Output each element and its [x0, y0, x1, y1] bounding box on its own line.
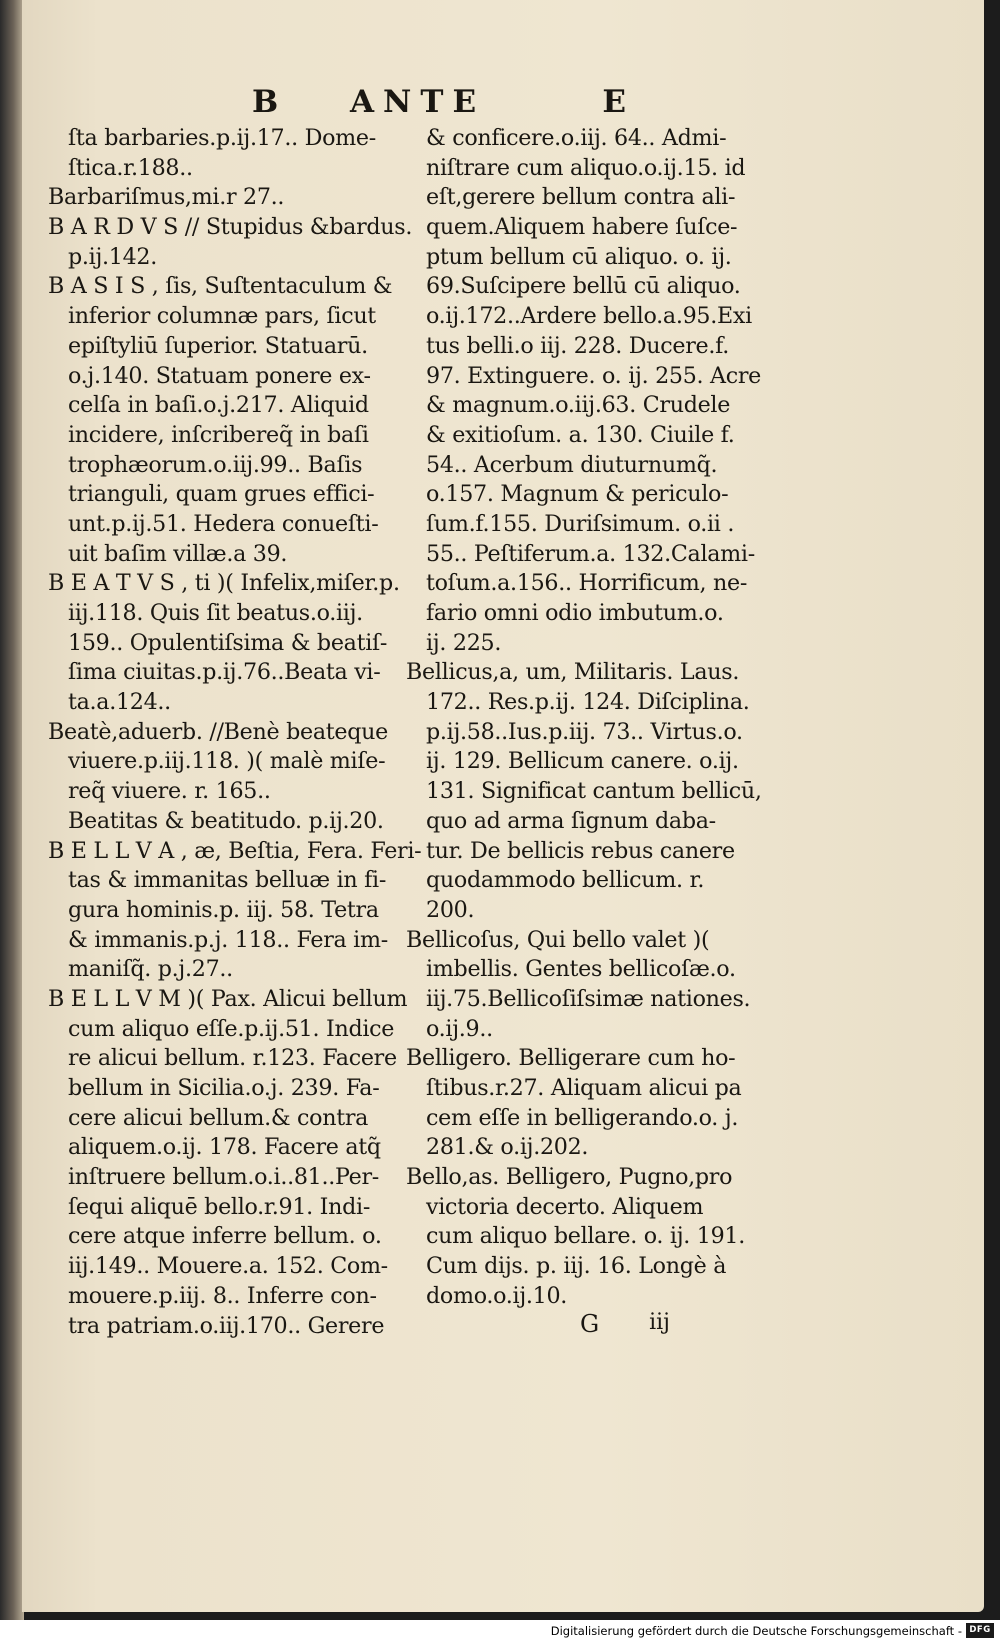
- text-line: quo ad arma ſignum daba-: [426, 807, 716, 834]
- text-line: re alicui bellum. r.123. Facere: [68, 1045, 397, 1072]
- text-line: & magnum.o.iij.63. Crudele: [426, 392, 731, 419]
- text-line: ſtica.r.188..: [68, 154, 193, 181]
- text-line: ptum bellum cū aliquo. o. ij.: [426, 243, 732, 270]
- text-line: Bello,as. Belligero, Pugno,pro: [406, 1164, 733, 1191]
- signature-letter: G: [580, 1310, 600, 1338]
- dfg-logo: DFG: [966, 1623, 994, 1638]
- text-line: inferior columnæ pars, ſicut: [68, 303, 376, 330]
- text-line: Beatitas & beatitudo. p.ij.20.: [68, 807, 384, 834]
- text-line: & immanis.p.j. 118.. Fera im-: [68, 926, 388, 953]
- text-line: epiſtyliū ſuperior. Statuarū.: [68, 332, 368, 359]
- book-spine: [0, 0, 24, 1620]
- text-line: B A R D V S // Stupidus &bardus.: [48, 214, 413, 241]
- text-line: ta.a.124..: [68, 689, 171, 716]
- text-line: tus belli.o iij. 228. Ducere.f.: [426, 332, 729, 359]
- text-line: B E A T V S , ti )( Infelix,miſer.p.: [48, 570, 400, 597]
- text-line: 54.. Acerbum diuturnumq̃.: [426, 451, 718, 478]
- text-line: o.ij.172..Ardere bello.a.95.Exi: [426, 303, 752, 330]
- text-line: o.j.140. Statuam ponere ex-: [68, 362, 371, 389]
- text-line: mouere.p.iij. 8.. Inferre con-: [68, 1282, 377, 1309]
- signature-number: iij: [649, 1310, 670, 1335]
- text-line: incidere, inſcribereq̃ in baſi: [68, 421, 369, 448]
- text-line: ij. 129. Bellicum canere. o.ij.: [426, 748, 739, 775]
- text-line: aliquem.o.ij. 178. Facere atq̃: [68, 1134, 381, 1161]
- text-line: victoria decerto. Aliquem: [426, 1193, 704, 1220]
- text-line: gura hominis.p. iij. 58. Tetra: [68, 896, 379, 923]
- text-line: 159.. Opulentiſsima & beatiſ-: [68, 629, 388, 656]
- text-line: p.ij.58..Ius.p.iij. 73.. Virtus.o.: [426, 718, 743, 745]
- text-line: inſtruere bellum.o.i..81..Per-: [68, 1164, 379, 1191]
- text-line: ſta barbaries.p.ij.17.. Dome-: [68, 125, 376, 151]
- running-head: [252, 84, 632, 128]
- text-line: Cum dijs. p. iij. 16. Longè à: [426, 1253, 727, 1280]
- footer-credit: Digitalisierung gefördert durch die Deutsche Forschungsgemeinschaft -: [550, 1624, 962, 1638]
- text-line: cem eſſe in belligerando.o. j.: [426, 1104, 739, 1131]
- text-line: ſima ciuitas.p.ij.76..Beata vi-: [68, 659, 381, 686]
- footer-bar: [0, 1620, 1000, 1643]
- text-line: trianguli, quam grues effici-: [68, 481, 375, 508]
- text-line: ſequi aliquē bello.r.91. Indi-: [68, 1193, 371, 1220]
- text-line: Bellicus,a, um, Militaris. Laus.: [406, 659, 740, 686]
- text-line: iij.118. Quis ſit beatus.o.iij.: [68, 600, 363, 626]
- text-line: 131. Significat cantum bellicū,: [426, 778, 762, 805]
- text-line: p.ij.142.: [68, 243, 157, 270]
- text-line: ij. 225.: [426, 629, 502, 656]
- text-line: cum aliquo eſſe.p.ij.51. Indice: [68, 1015, 395, 1042]
- text-line: cere alicui bellum.& contra: [68, 1104, 369, 1131]
- text-line: ſum.f.155. Duriſsimum. o.ii .: [426, 510, 735, 537]
- text-line: imbellis. Gentes bellicoſæ.o.: [426, 956, 736, 983]
- running-head-left: B: [252, 84, 285, 120]
- text-line: celſa in baſi.o.j.217. Aliquid: [68, 392, 369, 419]
- text-line: 55.. Peſtiferum.a. 132.Calami-: [426, 540, 755, 567]
- text-line: Beatè,aduerb. //Benè beateque: [48, 718, 388, 745]
- text-line: fario omni odio imbutum.o.: [426, 600, 724, 626]
- text-line: iij.75.Bellicoſiſsimæ nationes.: [426, 985, 751, 1012]
- left-column: [48, 124, 422, 1341]
- text-line: 200.: [426, 896, 475, 923]
- text-line: trophæorum.o.iij.99.. Baſis: [68, 451, 363, 478]
- text-line: cere atque inferre bellum. o.: [68, 1223, 382, 1250]
- text-line: viuere.p.iij.118. )( malè miſe-: [68, 748, 386, 775]
- text-line: 281.& o.ij.202.: [426, 1134, 589, 1161]
- text-line: tra patriam.o.iij.170.. Gerere: [68, 1312, 385, 1339]
- signature-mark: [580, 1310, 670, 1340]
- text-line: & conficere.o.iij. 64.. Admi-: [426, 125, 727, 151]
- text-line: Bellicoſus, Qui bello valet )(: [406, 926, 710, 953]
- text-line: bellum in Sicilia.o.j. 239. Fa-: [68, 1075, 380, 1101]
- text-line: maniſq̃. p.j.27..: [68, 956, 233, 983]
- text-line: tur. De bellicis rebus canere: [426, 837, 735, 864]
- text-line: quem.Aliquem habere ſuſce-: [426, 214, 738, 241]
- text-line: B A S I S , ſis, Suſtentaculum &: [48, 273, 393, 300]
- right-column: [406, 124, 762, 1312]
- text-line: 69.Suſcipere bellū cū aliquo.: [426, 273, 741, 300]
- text-line: cum aliquo bellare. o. ij. 191.: [426, 1223, 745, 1250]
- text-line: niſtrare cum aliquo.o.ij.15. id: [426, 154, 746, 181]
- text-line: uit baſim villæ.a 39.: [68, 540, 288, 567]
- text-line: & exitioſum. a. 130. Ciuile f.: [426, 421, 735, 448]
- text-line: ſtibus.r.27. Aliquam alicui pa: [426, 1075, 742, 1101]
- text-line: 172.. Res.p.ij. 124. Diſciplina.: [426, 689, 750, 716]
- text-line: req̃ viuere. r. 165..: [68, 778, 271, 805]
- text-line: B E L L V M )( Pax. Alicui bellum: [48, 985, 408, 1012]
- text-line: tas & immanitas belluæ in fi-: [68, 867, 387, 894]
- book-page: [22, 0, 984, 1612]
- text-line: o.157. Magnum & periculo-: [426, 481, 729, 508]
- text-line: domo.o.ij.10.: [426, 1282, 568, 1309]
- text-line: unt.p.ij.51. Hedera conueſti-: [68, 510, 379, 537]
- text-line: 97. Extinguere. o. ij. 255. Acre: [426, 362, 762, 389]
- text-line: B E L L V A , æ, Beſtia, Fera. Feri-: [48, 837, 422, 864]
- text-line: o.ij.9..: [426, 1015, 493, 1042]
- text-line: Barbariſmus,mi.r 27..: [48, 184, 285, 211]
- text-line: toſum.a.156.. Horrificum, ne-: [426, 570, 748, 597]
- running-head-center: ANTE: [350, 84, 486, 120]
- running-head-right: E: [602, 84, 632, 120]
- text-line: Belligero. Belligerare cum ho-: [406, 1045, 736, 1072]
- text-line: quodammodo bellicum. r.: [426, 867, 705, 894]
- text-line: eſt,gerere bellum contra ali-: [426, 184, 736, 211]
- text-line: iij.149.. Mouere.a. 152. Com-: [68, 1253, 388, 1280]
